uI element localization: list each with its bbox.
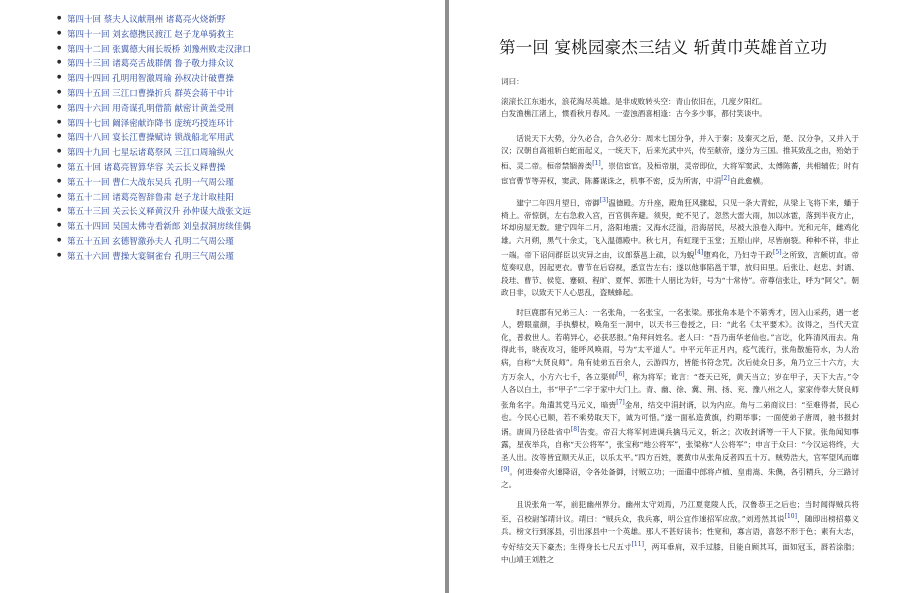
text: 告变。帝召大将军何进调兵擒马元义，斩之；次收封谞等一干人下狱。张角闻知事露，星夜举兵，自称“天公将军”，张宝称“地公将军”，张梁称“人公将军”；申言于众曰：“今汉运将终，大圣人出。汝等皆宜顺天从正，以乐太平。”四方百姓，裹黄巾从张角反者四五十万。贼势浩大，官军望风而靡 xyxy=(501,427,860,462)
toc-link[interactable]: 第五十回 诸葛亮智算华容 关云长义释曹操 xyxy=(67,162,226,173)
footnote-link[interactable]: [6] xyxy=(616,371,625,379)
paragraph xyxy=(501,195,859,300)
toc-link[interactable]: 第五十四回 吴国太佛寺看新郎 刘皇叔洞房续佳偶 xyxy=(67,222,251,233)
toc-item[interactable] xyxy=(57,12,251,27)
text: ，称为将军；讹言：“苍天已死，黄天当立；岁在甲子，天下大吉。”令人各以白土，书“甲子”二字于家中大门上。青、幽、徐、冀、荆、扬、兖、豫八州之人，家家侍奉大贤良师张角名字。角遣其党马元义，暗赍 xyxy=(501,372,859,410)
text: 。何进奏帝火速降诏，令各处备御，讨贼立功；一面遣中郎将卢植、皇甫嵩、朱儁，各引精兵，分三路讨之。 xyxy=(501,467,859,490)
paragraph xyxy=(501,307,859,492)
text: 话说天下大势，分久必合，合久必分：周末七国分争，并入于秦；及秦灭之后，楚、汉分争，又并入于汉；汉朝自高祖斩白蛇而起义，一统天下，后来光武中兴，传至献帝，遂分为三国。推其致乱之由，殆始于桓、灵二帝。桓帝禁锢善类 xyxy=(501,133,859,171)
chapter-title: 第一回 宴桃园豪杰三结义 斩黄巾英雄首立功 xyxy=(499,38,828,57)
toc-link[interactable]: 第五十一回 曹仁大战东吴兵 孔明一气周公瑾 xyxy=(67,177,234,188)
toc-item[interactable] xyxy=(57,160,251,175)
toc-item[interactable] xyxy=(57,175,251,190)
toc-link[interactable]: 第四十五回 三江口曹操折兵 群英会蒋干中计 xyxy=(67,88,234,99)
poem xyxy=(501,96,859,121)
text: ，两耳垂肩，双手过膝，目能自顾其耳，面如冠玉，唇若涂脂；中山靖王刘胜之 xyxy=(501,542,860,564)
toc-item[interactable] xyxy=(57,27,251,42)
paragraph xyxy=(501,499,859,567)
text: 自此愈横。 xyxy=(729,176,768,186)
paragraph xyxy=(501,133,859,188)
toc-item[interactable] xyxy=(57,219,251,234)
toc-link[interactable]: 第四十二回 张翼德大闹长坂桥 刘豫州败走汉津口 xyxy=(67,44,251,55)
toc-item[interactable] xyxy=(57,145,251,160)
toc-item[interactable] xyxy=(57,116,251,131)
toc-item[interactable] xyxy=(57,204,251,219)
footnote-link[interactable]: [3] xyxy=(599,196,609,204)
toc-link[interactable]: 第四十回 蔡夫人议献荆州 诸葛亮火烧新野 xyxy=(67,14,226,25)
footnote-link[interactable]: [10] xyxy=(784,513,797,521)
toc-link[interactable]: 第五十六回 曹操大宴铜雀台 孔明三气周公瑾 xyxy=(67,251,234,262)
toc-item[interactable] xyxy=(57,71,251,86)
footnote-link[interactable]: [1] xyxy=(592,159,601,167)
poem-line: 滚滚长江东逝水，浪花淘尽英雄。是非成败转头空：青山依旧在，几度夕阳红。 xyxy=(501,96,767,106)
footnote-link[interactable]: [11] xyxy=(631,540,644,548)
text: 温德殿。方升座，殿角狂风骤起，只见一条大青蛇，从梁上飞将下来，蟠于椅上。帝惊倒，左右急救入宫，百官俱奔避。须臾，蛇不见了。忽然大雷大雨，加以冰雹，落到半夜方止，坏却房屋无数。建宁四年二月，洛阳地震；又海水泛溢，沿海居民，尽被大浪卷入海中。光和元年，雌鸡化雄。六月朔，黑气十余丈，飞入温德殿中。秋七月，有虹现于玉堂；五原山岸，尽皆崩裂。种种不祥，非止一端。帝下诏问群臣以灾异之由，议郎蔡邕上疏，以为蜺 xyxy=(501,198,859,260)
toc-link[interactable]: 第四十九回 七星坛诸葛祭风 三江口周瑜纵火 xyxy=(67,148,234,159)
toc-item[interactable] xyxy=(57,42,251,57)
toc-link[interactable]: 第四十八回 宴长江曹操赋诗 锁战船北军用武 xyxy=(67,133,234,144)
text: ，随即出榜招募义兵。榜文行到涿县，引出涿县中一个英雄。那人不甚好读书；性宽和，寡言语，喜怒不形于色；素有大志，专好结交天下豪杰；生得身长七尺五寸 xyxy=(501,514,860,552)
footnote-link[interactable]: [5] xyxy=(773,249,782,257)
text: 之所致，言颇切直。帝览奏叹息，因起更衣。曹节在后窃视，悉宣告左右；遂以他事陷邕于罪，放归田里。后张让、赵忠、封谞、段珪、曹节、侯览、蹇硕、程旷、夏恽、郭胜十人朋比为奸，号为“十常侍”。帝尊信张让，呼为“阿父”。朝政日非，以致天下人心思乱，盗贼蜂起。 xyxy=(501,250,860,298)
toc-link[interactable]: 第五十三回 关云长义释黄汉升 孙仲谋大战张文远 xyxy=(67,207,251,218)
toc-link[interactable]: 第四十六回 用奇谋孔明借箭 献密计黄盖受刑 xyxy=(67,103,234,114)
text: 时巨鹿郡有兄弟三人：一名张角，一名张宝，一名张梁。那张角本是个不第秀才，因入山采药，遇一老人，碧眼童颜，手执藜杖，唤角至一洞中，以天书三卷授之，曰：“此名《太平要术》。汝得之，当代天宣化，普救世人。若萌异心，必获恶报。”角拜问姓名。老人曰：“吾乃南华老仙也。”言讫，化阵清风而去。角得此书，晓夜攻习，能呼风唤雨，号为“太平道人”。中平元年正月内，疫气流行，张角散施符水，为人治病，自称“大贤良师”。角有徒弟五百余人，云游四方，皆能书符念咒。次后徒众日多，角乃立三十六方，大方万余人，小方六七千，各立渠帅 xyxy=(501,307,859,382)
toc-link[interactable]: 第四十七回 阚泽密献诈降书 庞统巧授连环计 xyxy=(67,118,234,129)
poem-line: 白发渔樵江渚上，惯看秋月春风。一壶浊酒喜相逢：古今多少事，都付笑谈中。 xyxy=(501,109,767,118)
toc-item[interactable] xyxy=(57,249,251,264)
toc-item[interactable] xyxy=(57,234,251,249)
toc-link[interactable]: 第四十四回 孔明用智激周瑜 孙权决计破曹操 xyxy=(67,74,234,85)
chapter-body xyxy=(501,76,859,573)
document-page xyxy=(449,0,900,593)
footnote-link[interactable]: [9] xyxy=(501,466,510,474)
footnote-link[interactable]: [8] xyxy=(570,426,580,434)
footnote-link[interactable]: [4] xyxy=(694,249,704,257)
toc-link[interactable]: 第四十一回 刘玄德携民渡江 赵子龙单骑救主 xyxy=(67,29,234,40)
toc-item[interactable] xyxy=(57,56,251,71)
toc-list xyxy=(57,12,251,264)
toc-link[interactable]: 第五十五回 玄德智激孙夫人 孔明二气周公瑾 xyxy=(67,236,234,247)
toc-item[interactable] xyxy=(57,190,251,205)
text: ，崇信宦官。及桓帝崩，灵帝即位，大将军窦武、太傅陈蕃，共相辅佐；时有宦官曹节等弄权，窦武、陈蕃谋诛之，机事不密，反为所害，中涓 xyxy=(501,161,860,186)
text: 建宁二年四月望日，帝御 xyxy=(516,198,600,208)
toc-item[interactable] xyxy=(57,101,251,116)
footnote-link[interactable]: [7] xyxy=(616,398,625,406)
toc-link[interactable]: 第五十二回 诸葛亮智辞鲁肃 赵子龙计取桂阳 xyxy=(67,192,234,203)
text: 且说张角一军，前犯幽州界分。幽州太守刘焉，乃江夏竟陵人氏，汉鲁恭王之后也；当时闻得贼兵将至，召校尉邹靖计议。靖曰：“贼兵众，我兵寡，明公宜作速招军应敌。”刘焉然其说 xyxy=(501,499,859,524)
toc-item[interactable] xyxy=(57,130,251,145)
toc-panel xyxy=(0,0,445,593)
toc-item[interactable] xyxy=(57,86,251,101)
text: 金帛，结交中涓封谞，以为内应。角与二弟商议曰：“至难得者，民心也。今民心已顺，若不乘势取天下，诚为可惜。”遂一面私造黄旗，约期举事；一面使弟子唐周，驰书报封谞。唐周乃径赴省中 xyxy=(501,400,860,437)
toc-link[interactable]: 第四十三回 诸葛亮舌战群儒 鲁子敬力排众议 xyxy=(67,59,234,70)
poem-label: 词曰： xyxy=(501,77,524,86)
footnote-link[interactable]: [2] xyxy=(721,174,730,182)
text: 堕鸡化，乃妇寺干政 xyxy=(703,250,774,260)
